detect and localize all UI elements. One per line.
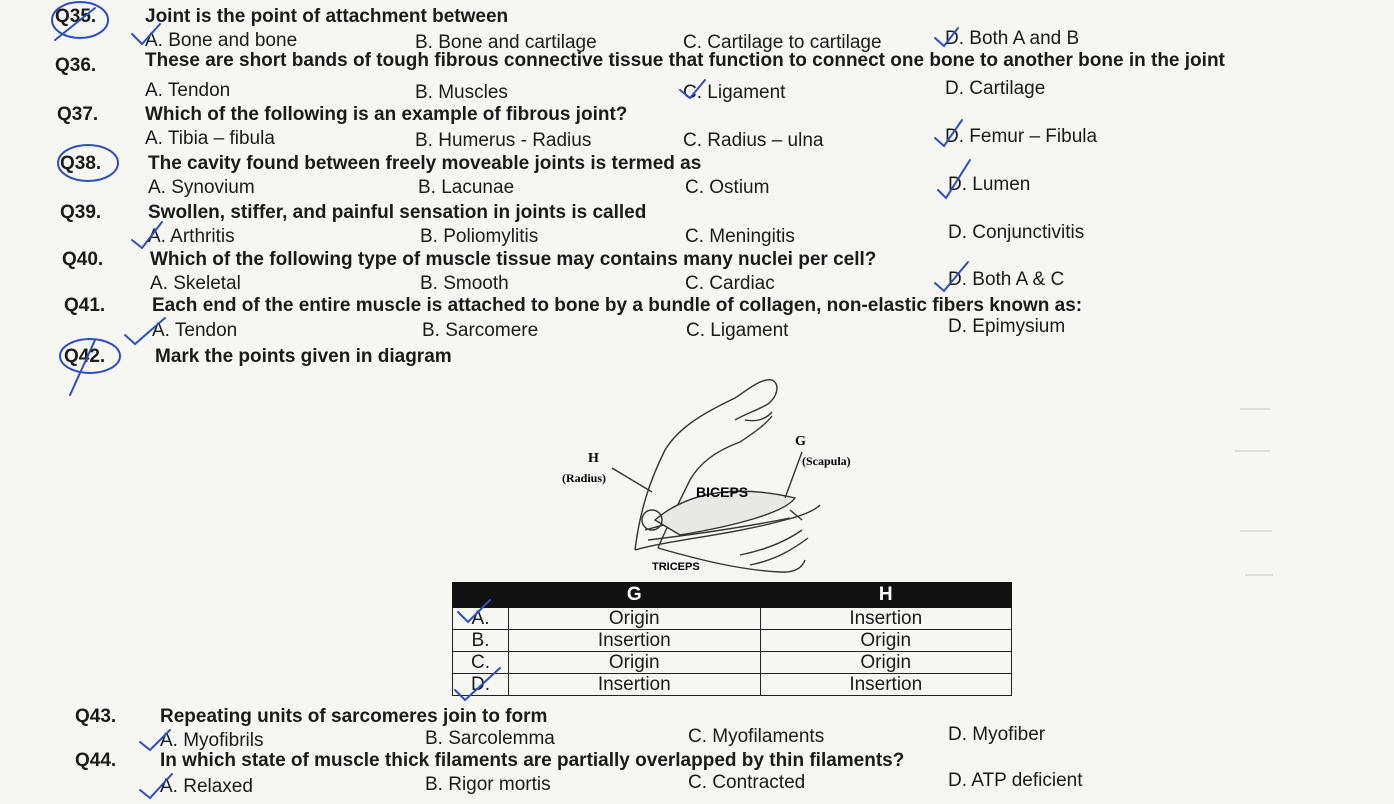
row-h: Insertion — [760, 608, 1012, 630]
option-b: B. Muscles — [415, 82, 508, 103]
question-number: Q38. — [60, 153, 102, 174]
row-g: Insertion — [509, 630, 761, 652]
table-row — [453, 652, 1012, 674]
question-text: Each end of the entire muscle is attached to bone by a bundle of collagen, non-elastic fibers known as: — [152, 295, 1083, 316]
question-number: Q35. — [55, 6, 97, 27]
option-d: D. Myofiber — [948, 724, 1046, 745]
header-g: G — [509, 583, 761, 608]
faint-line — [1240, 530, 1272, 532]
option-a: A. Synovium — [148, 177, 255, 198]
option-c: C. Radius – ulna — [683, 130, 824, 151]
row-letter: B. — [453, 630, 509, 652]
row-g: Origin — [509, 652, 761, 674]
option-c: C. Ostium — [685, 177, 770, 198]
question-text: Swollen, stiffer, and painful sensation in joints is called — [148, 202, 647, 223]
row-h: Insertion — [760, 674, 1012, 696]
row-letter: D. — [453, 674, 509, 696]
question-number: Q42. — [64, 346, 106, 367]
faint-line — [1240, 408, 1270, 410]
question-number: Q44. — [75, 750, 117, 771]
question-text: Which of the following is an example of fibrous joint? — [145, 104, 628, 125]
question-text: Joint is the point of attachment between — [145, 6, 509, 27]
option-d: D. Both A & C — [948, 269, 1065, 290]
row-letter: A. — [453, 608, 509, 630]
option-a: A. Arthritis — [148, 226, 235, 247]
option-c: C. Myofilaments — [688, 726, 825, 747]
option-b: B. Rigor mortis — [425, 774, 551, 795]
question-text: Mark the points given in diagram — [155, 346, 452, 367]
option-a: A. Skeletal — [150, 273, 241, 294]
table-header-row — [453, 583, 1012, 608]
question-number: Q39. — [60, 202, 102, 223]
header-h: H — [760, 583, 1012, 608]
question-number: Q37. — [57, 104, 99, 125]
row-h: Origin — [760, 630, 1012, 652]
label-radius: (Radius) — [562, 471, 607, 485]
option-a: A. Tendon — [145, 80, 231, 101]
table-row — [453, 674, 1012, 696]
label-g: G — [795, 434, 806, 449]
option-a: A. Bone and bone — [145, 30, 298, 51]
label-triceps: TRICEPS — [652, 561, 700, 573]
row-g: Origin — [509, 608, 761, 630]
option-c: C. Ligament — [686, 320, 789, 341]
question-text: In which state of muscle thick filaments are partially overlapped by thin filaments? — [160, 750, 905, 771]
question-text: The cavity found between freely moveable joints is termed as — [148, 153, 702, 174]
option-d: D. Both A and B — [945, 28, 1080, 49]
faint-line — [1245, 574, 1273, 576]
option-c: C. Cartilage to cartilage — [683, 32, 882, 53]
question-text: Repeating units of sarcomeres join to form — [160, 706, 548, 727]
answer-table — [452, 582, 1012, 696]
option-d: D. Cartilage — [945, 78, 1046, 99]
question-number: Q36. — [55, 55, 97, 76]
label-scapula: (Scapula) — [802, 454, 851, 468]
option-a: A. Relaxed — [160, 776, 253, 797]
option-d: D. Conjunctivitis — [948, 222, 1085, 243]
option-d: D. Epimysium — [948, 316, 1066, 337]
question-number: Q41. — [64, 295, 106, 316]
option-b: B. Bone and cartilage — [415, 32, 597, 53]
option-d: D. Lumen — [948, 174, 1031, 195]
label-h: H — [588, 451, 599, 466]
question-text: Which of the following type of muscle tissue may contains many nuclei per cell? — [150, 249, 877, 270]
option-d: D. Femur – Fibula — [945, 126, 1098, 147]
option-b: B. Sarcolemma — [425, 728, 555, 749]
option-b: B. Lacunae — [418, 177, 515, 198]
arm-muscle-diagram — [540, 370, 880, 580]
option-a: A. Tendon — [152, 320, 238, 341]
row-h: Origin — [760, 652, 1012, 674]
faint-line — [1235, 450, 1270, 452]
option-b: B. Poliomylitis — [420, 226, 539, 247]
option-c: C. Meningitis — [685, 226, 795, 247]
row-g: Insertion — [509, 674, 761, 696]
option-a: A. Tibia – fibula — [145, 128, 275, 149]
option-b: B. Humerus - Radius — [415, 130, 592, 151]
question-text: These are short bands of tough fibrous connective tissue that function to connect one bone to another bone in the joint — [145, 50, 1225, 71]
question-number: Q40. — [62, 249, 104, 270]
option-c: C. Ligament — [683, 82, 786, 103]
question-number: Q43. — [75, 706, 117, 727]
table-row — [453, 608, 1012, 630]
label-biceps: BICEPS — [696, 484, 749, 500]
option-a: A. Myofibrils — [160, 730, 264, 751]
header-letter — [453, 583, 509, 608]
row-letter: C. — [453, 652, 509, 674]
option-b: B. Sarcomere — [422, 320, 539, 341]
option-b: B. Smooth — [420, 273, 509, 294]
option-d: D. ATP deficient — [948, 770, 1083, 791]
option-c: C. Contracted — [688, 772, 806, 793]
option-c: C. Cardiac — [685, 273, 775, 294]
table-row — [453, 630, 1012, 652]
